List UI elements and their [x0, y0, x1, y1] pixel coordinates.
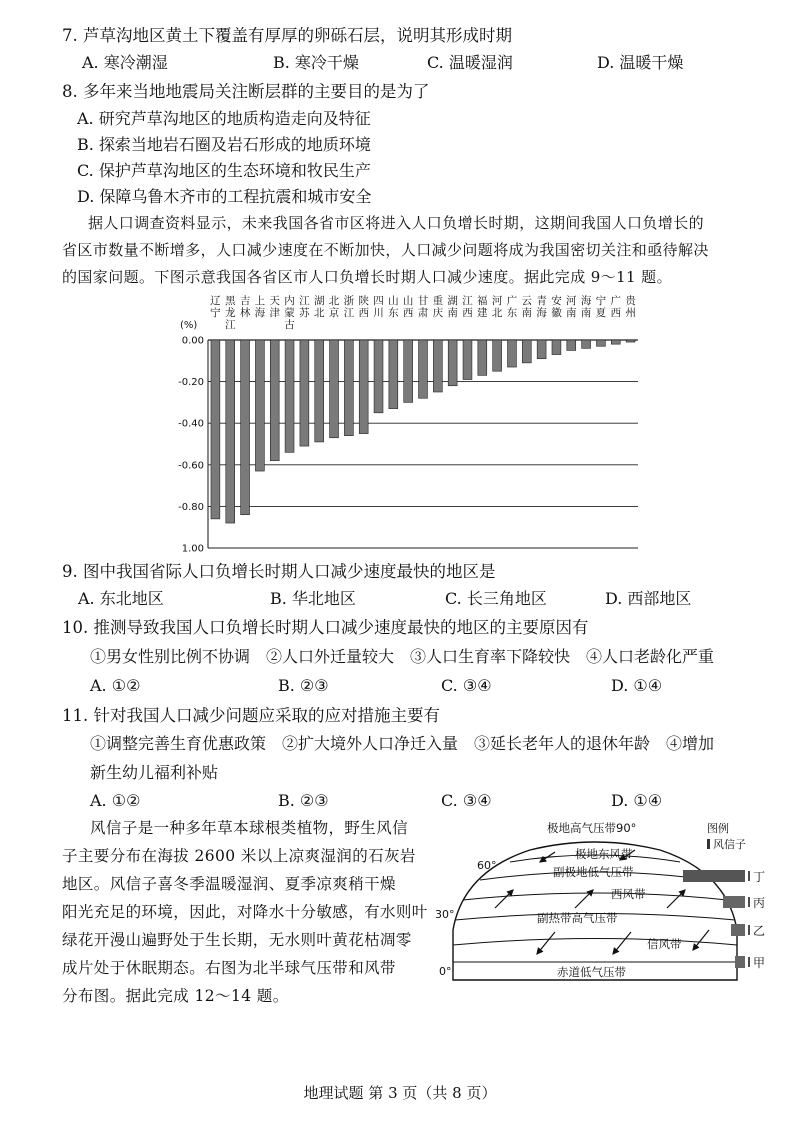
q7-option-c: C. 温暖湿润	[427, 53, 513, 72]
chart-category-label: 海南	[580, 295, 592, 319]
chart-category-label: 山西	[402, 295, 414, 319]
q10-stem: 10. 推测导致我国人口负增长时期人口减少速度最快的地区的主要原因有	[62, 618, 589, 637]
hyacinth-bar-jia	[735, 956, 745, 968]
q7-option-a: A. 寒冷潮湿	[82, 53, 168, 72]
chart-bar	[493, 340, 502, 371]
wind-arrow	[667, 890, 685, 908]
q11-option-a: A. ①②	[90, 791, 141, 810]
chart-category-label: 陕西	[358, 295, 369, 319]
hyacinth-paragraph-line: 分布图。据此完成 12～14 题。	[62, 987, 289, 1005]
chart-bar	[626, 340, 635, 342]
chart-category-label: 北京	[328, 295, 340, 319]
chart-bar	[522, 340, 531, 363]
chart-bar	[315, 340, 324, 442]
hyacinth-paragraph-line: 地区。风信子喜冬季温暖湿润、夏季凉爽稍干燥	[62, 875, 396, 893]
page-footer: 地理试题 第 3 页（共 8 页）	[303, 1084, 497, 1102]
belt-boundary	[453, 939, 737, 946]
hyacinth-paragraph-line: 成片处于休眠期态。右图为北半球气压带和风带	[62, 959, 396, 977]
q11-stem: 11. 针对我国人口减少问题应采取的应对措施主要有	[62, 706, 440, 725]
q10-option-b: B. ②③	[278, 676, 329, 695]
hyacinth-bar-yi	[731, 924, 745, 936]
chart-category-label: 青海	[536, 295, 547, 319]
chart-bar	[478, 340, 487, 375]
q8-option-c: C. 保护芦草沟地区的生态环境和牧民生产	[77, 161, 371, 180]
wind-arrow	[693, 930, 709, 950]
lat-30: 30°	[435, 908, 455, 921]
belt-trade-winds: 信风带	[647, 937, 682, 951]
chart-y-tick-label: 1.00	[181, 543, 204, 554]
q9-stem: 9. 图中我国省际人口负增长时期人口减少速度最快的地区是	[62, 562, 496, 581]
chart-bar	[226, 340, 235, 523]
chart-category-label: 宁夏	[595, 295, 607, 319]
lat-0: 0°	[439, 965, 452, 978]
chart-bar	[537, 340, 546, 359]
q11-items-line1: ①调整完善生育优惠政策 ②扩大境外人口净迁入量 ③延长老年人的退休年龄 ④增加	[90, 734, 715, 753]
q11-option-c: C. ③④	[441, 791, 492, 810]
chart-category-label: 浙江	[343, 295, 355, 319]
chart-category-label: 湖南	[447, 295, 458, 319]
wind-arrow	[613, 932, 631, 954]
chart-category-label: 四川	[373, 295, 384, 319]
q9-option-c: C. 长三角地区	[445, 589, 547, 608]
wind-arrow	[495, 890, 513, 908]
q9-option-a: A. 东北地区	[78, 589, 164, 608]
lat-60: 60°	[477, 859, 497, 872]
chart-bar	[508, 340, 517, 367]
chart-bar	[582, 340, 591, 348]
chart-bar	[567, 340, 576, 350]
chart-ylabel: (%)	[180, 320, 198, 331]
q8-stem: 8. 多年来当地地震局关注断层群的主要目的是为了	[62, 82, 430, 101]
chart-bar	[241, 340, 250, 515]
hyacinth-paragraph-line: 子主要分布在海拔 2600 米以上凉爽湿润的石灰岩	[62, 847, 416, 865]
chart-category-label: 重庆	[432, 295, 444, 319]
chart-category-label: 山东	[388, 295, 399, 319]
chart-y-tick-label: -0.20	[178, 377, 204, 389]
intro-paragraph-line: 据人口调查资料显示，未来我国各省市区将进入人口负增长时期，这期间我国人口负增长的	[88, 214, 705, 232]
q10-items: ①男女性别比例不协调 ②人口外迁量较大 ③人口生育率下降较快 ④人口老龄化严重	[90, 647, 715, 666]
intro-paragraph-line: 的国家问题。下图示意我国各省区市人口负增长时期人口减少速度。据此完成 9～11 题。	[62, 268, 672, 286]
belt-polar-high: 极地高气压带90°	[547, 821, 637, 835]
chart-bar	[374, 340, 383, 413]
q9-option-d: D. 西部地区	[605, 589, 692, 608]
chart-bar	[255, 340, 264, 471]
marker-yi: 乙	[753, 924, 766, 938]
chart-bar	[359, 340, 368, 434]
chart-bar	[270, 340, 279, 461]
chart-category-label: 广西	[610, 295, 622, 319]
hyacinth-paragraph-line: 阳光充足的环境，因此，对降水十分敏感，有水则叶	[62, 903, 428, 921]
q11-option-d: D. ①④	[611, 791, 663, 810]
q7-stem: 7. 芦草沟地区黄土下覆盖有厚厚的卵砾石层，说明其形成时期	[62, 26, 512, 45]
chart-bar	[419, 340, 428, 398]
chart-category-label: 云南	[521, 295, 533, 319]
chart-bar	[448, 340, 457, 386]
q8-option-d: D. 保障乌鲁木齐市的工程抗震和城市安全	[77, 187, 372, 206]
hyacinth-paragraph-line: 风信子是一种多年草本球根类植物，野生风信	[90, 819, 409, 837]
q10-option-d: D. ①④	[611, 676, 663, 695]
marker-ding: 丁	[753, 870, 766, 884]
chart-category-label: 上海	[254, 295, 266, 319]
chart-category-label: 天津	[269, 295, 280, 319]
chart-bar	[596, 340, 605, 346]
chart-bar	[211, 340, 220, 519]
chart-bar	[344, 340, 353, 436]
marker-bing: 丙	[753, 896, 766, 910]
wind-arrow	[537, 932, 555, 954]
chart-category-label: 甘肃	[417, 295, 429, 319]
belt-polar-easterlies: 极地东风带	[575, 847, 633, 861]
q11-items-line2: 新生幼儿福利补贴	[90, 763, 219, 782]
chart-category-label: 江苏	[299, 295, 310, 319]
hyacinth-paragraph-line: 绿花开漫山遍野处于生长期，无水则叶黄花枯凋零	[62, 931, 412, 949]
q9-option-b: B. 华北地区	[270, 589, 356, 608]
chart-bar	[389, 340, 398, 409]
belt-equatorial-low: 赤道低气压带	[557, 965, 626, 979]
chart-y-tick-label: -0.60	[178, 460, 204, 472]
belt-subpolar-low: 副极地低气压带	[553, 865, 634, 879]
q10-option-a: A. ①②	[90, 676, 141, 695]
chart-category-label: 辽宁	[210, 295, 221, 319]
chart-category-label: 湖北	[313, 295, 325, 319]
belt-boundary	[463, 893, 727, 900]
chart-category-label: 河北	[491, 295, 503, 319]
chart-bar	[330, 340, 339, 438]
chart-y-tick-label: 0.00	[181, 335, 204, 347]
chart-category-label: 黑龙江	[224, 295, 236, 331]
population-decline-chart	[170, 292, 650, 554]
q8-option-a: A. 研究芦草沟地区的地质构造走向及特征	[77, 109, 371, 128]
intro-paragraph-line: 省区市数量不断增多，人口减少速度在不断加快，人口减少问题将成为我国密切关注和亟待解决	[62, 241, 709, 259]
chart-bar	[285, 340, 294, 452]
chart-category-label: 河南	[566, 295, 577, 319]
chart-category-label: 广东	[506, 295, 518, 319]
chart-bar	[433, 340, 442, 392]
chart-y-tick-label: -0.80	[178, 501, 204, 513]
q11-option-b: B. ②③	[278, 791, 329, 810]
chart-category-label: 吉林	[239, 295, 251, 319]
legend-title: 图例	[707, 822, 729, 835]
hyacinth-bar-ding	[683, 870, 745, 882]
chart-bar	[300, 340, 309, 446]
chart-bar	[611, 340, 620, 344]
legend-hyacinth-label: 风信子	[713, 838, 746, 851]
chart-category-label: 贵州	[625, 295, 636, 319]
chart-y-tick-label: -0.40	[178, 418, 204, 430]
chart-bar	[404, 340, 413, 402]
chart-bar	[463, 340, 472, 380]
belt-subtropical-high: 副热带高气压带	[537, 911, 618, 925]
chart-category-label: 安徽	[551, 295, 562, 319]
legend-hyacinth-swatch	[707, 839, 710, 849]
chart-category-label: 江西	[462, 295, 473, 319]
q8-option-b: B. 探索当地岩石圈及岩石形成的地质环境	[77, 135, 371, 154]
chart-category-label: 福建	[477, 295, 488, 319]
q10-option-c: C. ③④	[441, 676, 492, 695]
hyacinth-bar-bing	[723, 896, 745, 908]
chart-category-label: 内蒙古	[284, 295, 295, 331]
q7-option-b: B. 寒冷干燥	[273, 53, 359, 72]
chart-bar	[552, 340, 561, 355]
belt-westerlies: 西风带	[611, 887, 646, 901]
pressure-belt-diagram	[435, 812, 790, 997]
q7-option-d: D. 温暖干燥	[597, 53, 684, 72]
marker-jia: 甲	[753, 956, 766, 970]
